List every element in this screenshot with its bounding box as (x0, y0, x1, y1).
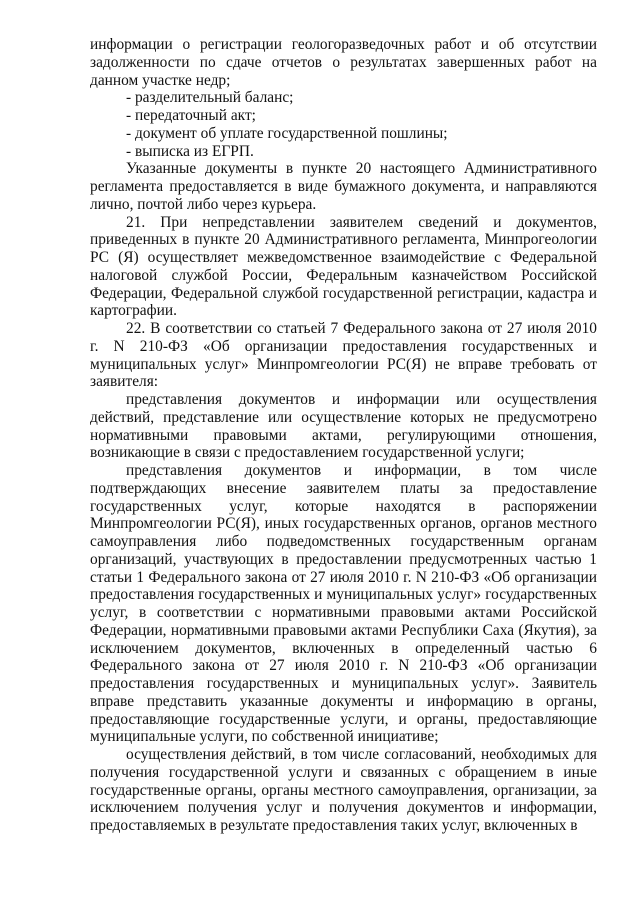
paragraph-submission-method: Указанные документы в пункте 20 настоящего Административного регламента предоставляется в виде бумажного документа, и направляются лично, почтой либо через курьера. (90, 160, 597, 213)
paragraph-clause-22: 22. В соответствии со статьей 7 Федерального закона от 27 июля 2010 г. N 210-ФЗ «Об организации предоставления государственных и муниципальных услуг» Минпромгеологии РС(Я) не вправе требовать от заявителя: (90, 320, 597, 391)
list-item-balance: - разделительный баланс; (126, 89, 294, 107)
paragraph-requirement-1: представления документов и информации или осуществления действий, представление или осуществление которых не предусмотрено нормативными правовыми актами, регулирующими отношения, возникающие в связи с предоставлением государственной услуги; (90, 391, 597, 462)
document-page (90, 36, 597, 835)
list-item-duty-payment: - документ об уплате государственной пошлины; (126, 124, 448, 142)
paragraph-clause-21: 21. При непредставлении заявителем сведений и документов, приведенных в пункте 20 Административного регламента, Минпрогеологии РС (Я) осуществляет межведомственное взаимодействие с Федеральной налоговой службой России, Федеральным казначейством Российской Федерации, Федеральной службой государственной регистрации, кадастра и картографии. (90, 213, 597, 320)
list-item-egrp-extract: - выписка из ЕГРП. (126, 142, 254, 160)
paragraph-requirement-3: осуществления действий, в том числе согласований, необходимых для получения государственной услуги и связанных с обращением в иные государственные органы, органы местного самоуправления, организации, за исключением получения услуг и получения документов и информации, предоставляемых в результате предоставления таких услуг, включенных в (90, 746, 597, 834)
paragraph-continuation: информации о регистрации геологоразведочных работ и об отсутствии задолженности по сдаче отчетов о результатах завершенных работ на данном участке недр; (90, 36, 597, 89)
paragraph-requirement-2: представления документов и информации, в том числе подтверждающих внесение заявителем платы за предоставление государственных услуг, которые находятся в распоряжении Минпромгеологии РС(Я), иных государственных органов, органов местного самоуправления либо подведомственных государственным органам организаций, участвующих в предоставлении предусмотренных частью 1 статьи 1 Федерального закона от 27 июля 2010 г. N 210-ФЗ «Об организации предоставления государственных и муниципальных услуг» государственных услуг, в соответствии с нормативными правовыми актами Российской Федерации, нормативными правовыми актами Республики Саха (Якутия), за исключением документов, включенных в определенный частью 6 Федерального закона от 27 июля 2010 г. N 210-ФЗ «Об организации предоставления государственных и муниципальных услуг». Заявитель вправе представить указанные документы и информацию в органы, предоставляющие государственные услуги, и органы, предоставляющие муниципальные услуги, по собственной инициативе; (90, 462, 597, 746)
list-item-transfer-act: - передаточный акт; (126, 107, 256, 124)
